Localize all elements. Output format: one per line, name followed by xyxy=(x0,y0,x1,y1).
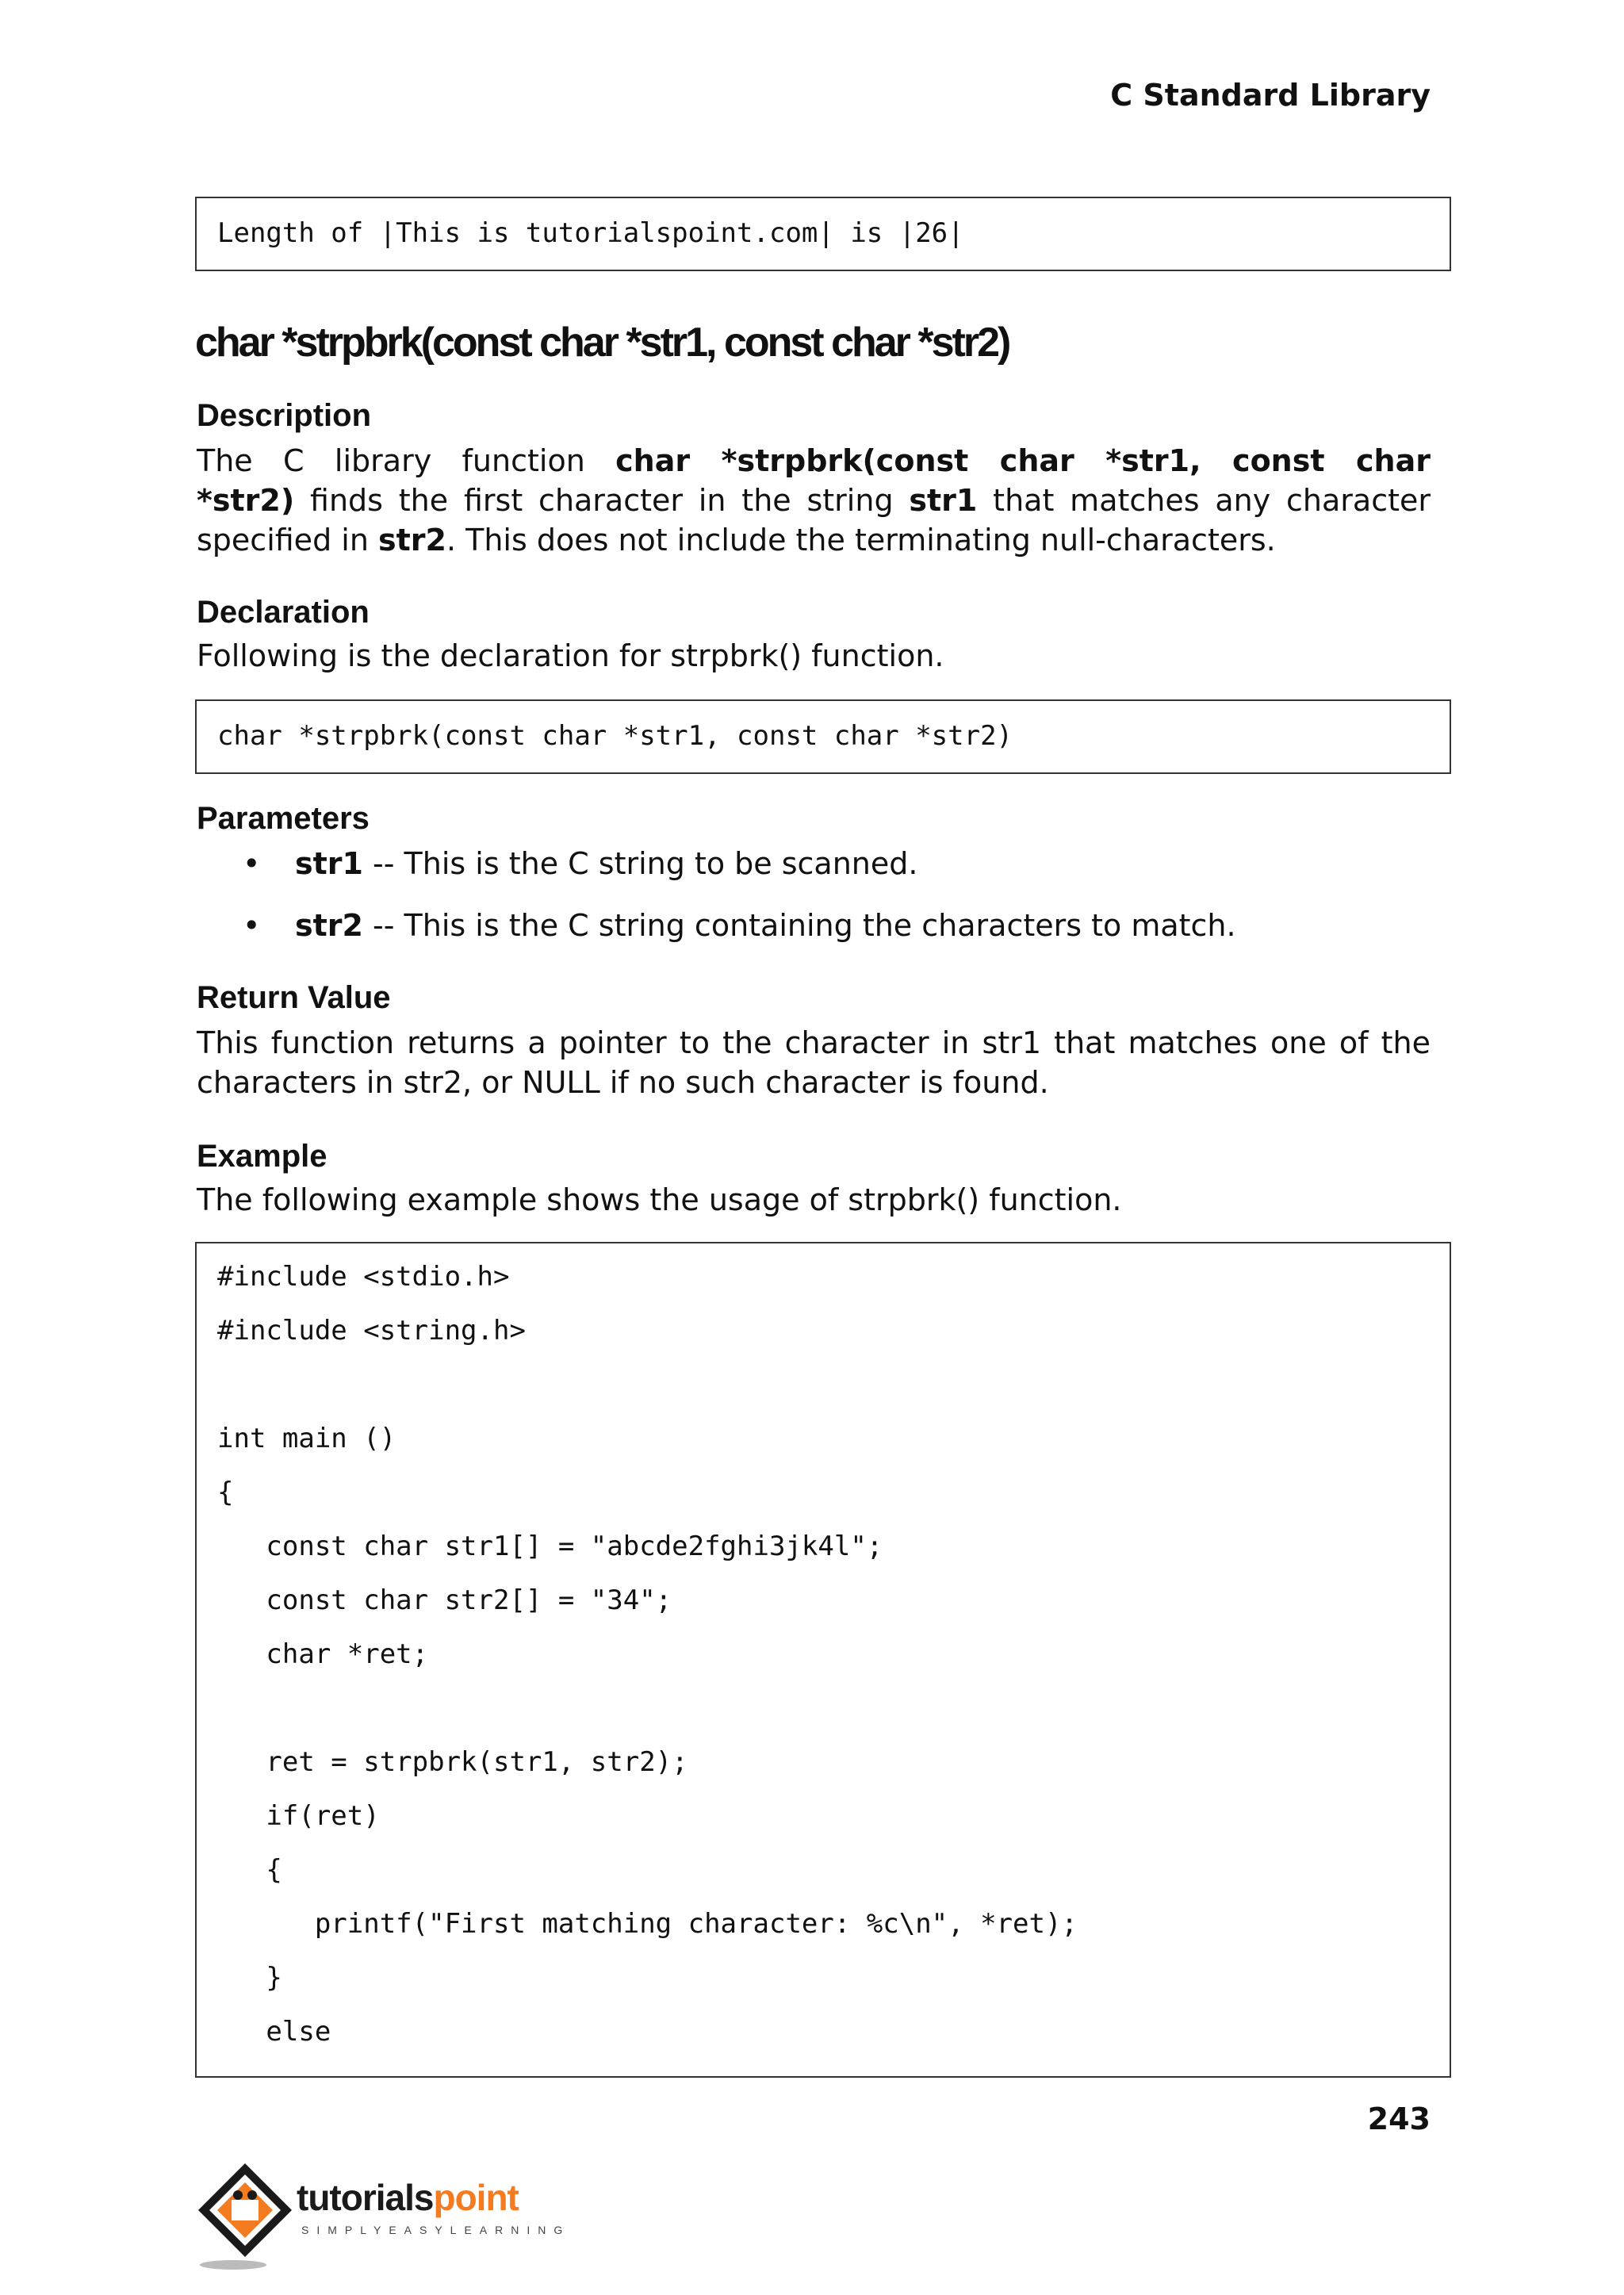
inline-code-bold: str1 xyxy=(909,483,978,518)
output-box xyxy=(195,197,1451,271)
declaration-code-box xyxy=(195,699,1451,774)
code-line: char *ret; xyxy=(217,1638,429,1670)
code-line: const char str2[] = "34"; xyxy=(217,1584,672,1616)
inline-code-bold: str2 xyxy=(377,523,446,557)
description-line-3: specified in str2. This does not include the terminating null-characters. xyxy=(197,523,1276,557)
return-value-line-1: This function returns a pointer to the character in str1 that matches one of the xyxy=(197,1025,1431,1060)
code-line: ret = strpbrk(str1, str2); xyxy=(217,1746,688,1778)
declaration-code-line: char *strpbrk(const char *str1, const char *str2) xyxy=(217,720,1013,752)
description-line-1: The C library function char *strpbrk(const char *str1, const char xyxy=(197,443,1431,478)
declaration-heading: Declaration xyxy=(197,595,370,630)
output-line: Length of |This is tutorialspoint.com| is |26| xyxy=(217,217,964,249)
bullet-icon: • xyxy=(243,908,261,943)
inline-code-bold: char *strpbrk(const char *str1, const char xyxy=(615,443,1431,478)
return-value-heading: Return Value xyxy=(197,980,391,1015)
section-title: char *strpbrk(const char *str1, const char *str2) xyxy=(195,320,1009,366)
example-text: The following example shows the usage of strpbrk() function. xyxy=(197,1182,1122,1217)
logo-wordmark: tutorialspoint xyxy=(297,2177,519,2218)
code-line: int main () xyxy=(217,1423,396,1454)
parameter-name: str1 xyxy=(295,846,363,881)
code-line: #include <stdio.h> xyxy=(217,1261,510,1293)
description-heading: Description xyxy=(197,398,372,433)
code-line: const char str1[] = "abcde2fghi3jk4l"; xyxy=(217,1531,883,1562)
bullet-icon: • xyxy=(243,846,261,881)
code-line: else xyxy=(217,2016,331,2048)
parameter-item xyxy=(295,844,917,883)
parameters-heading: Parameters xyxy=(197,801,370,836)
code-line: { xyxy=(217,1477,234,1508)
declaration-text: Following is the declaration for strpbrk() function. xyxy=(197,638,944,673)
parameter-desc: -- This is the C string to be scanned. xyxy=(362,846,918,881)
code-line: printf("First matching character: %c\n", *ret); xyxy=(217,1908,1078,1940)
parameter-item xyxy=(295,906,1236,945)
code-line: { xyxy=(217,1854,282,1886)
tutorialspoint-logo xyxy=(193,2160,571,2282)
description-line-2: *str2) finds the first character in the string str1 that matches any character xyxy=(197,483,1431,518)
page-number: 243 xyxy=(1367,2102,1431,2136)
inline-code-bold: *str2) xyxy=(197,483,295,518)
parameter-name: str2 xyxy=(295,908,363,943)
code-line: #include <string.h> xyxy=(217,1315,526,1347)
return-value-line-2: characters in str2, or NULL if no such character is found. xyxy=(197,1065,1049,1100)
logo-mark-icon xyxy=(193,2160,297,2279)
code-line: if(ret) xyxy=(217,1800,380,1832)
example-code-box xyxy=(195,1242,1451,2078)
code-line: } xyxy=(217,1962,282,1994)
running-header: C Standard Library xyxy=(1110,78,1431,113)
parameter-desc: -- This is the C string containing the characters to match. xyxy=(362,908,1236,943)
example-heading: Example xyxy=(197,1139,327,1174)
logo-tagline: SIMPLYEASYLEARNING xyxy=(301,2224,571,2236)
